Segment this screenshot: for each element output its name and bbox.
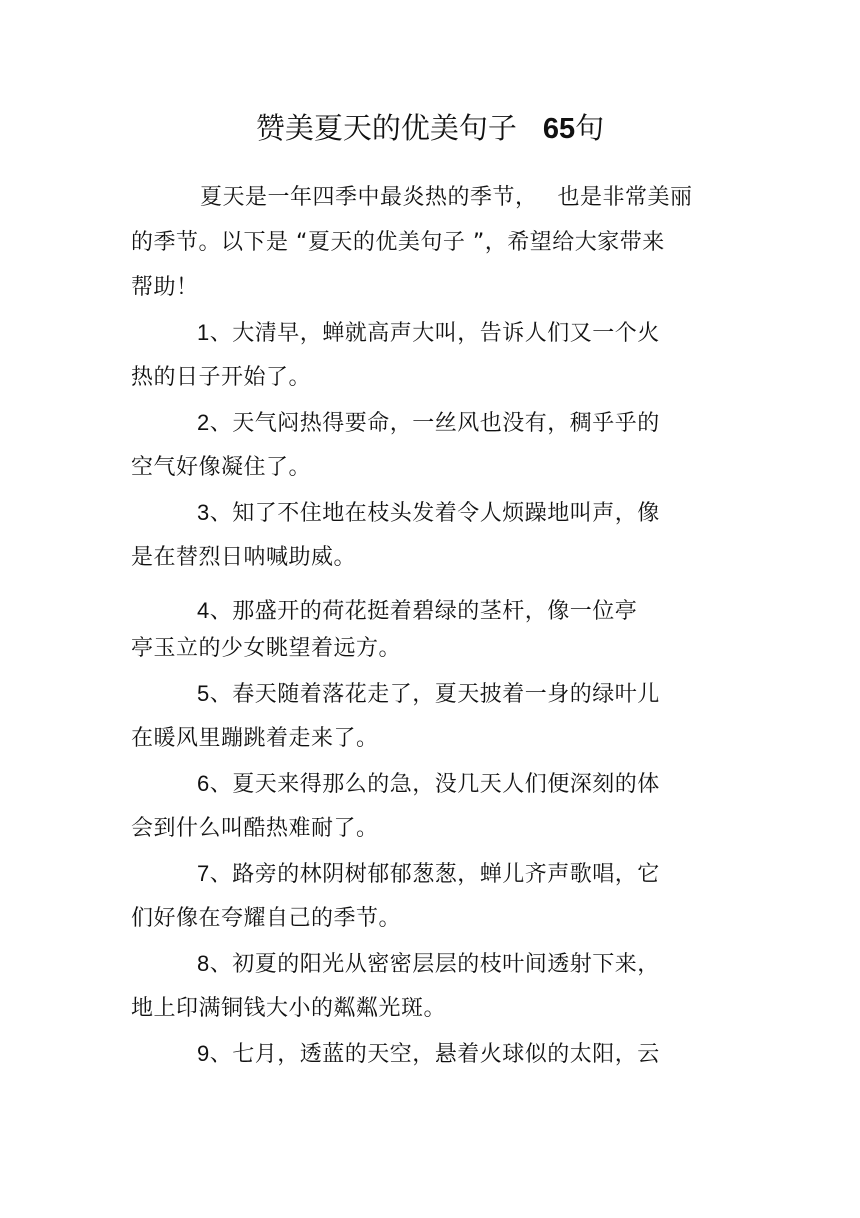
sentence-1-text: 、大清早，蝉就高声大叫，告诉人们又一个火 — [209, 321, 660, 346]
sentence-1-line-1 — [197, 318, 797, 349]
sentence-3-line-2: 是在替烈日呐喊助威。 — [131, 545, 357, 570]
sentence-8-line-1 — [197, 949, 797, 980]
sentence-7-line-1 — [197, 859, 797, 890]
intro-line-1 — [200, 183, 800, 213]
sentence-9-line-1 — [197, 1039, 797, 1070]
intro-line-2: 的季节。以下是 “夏天的优美句子 ”，希望给大家带来 — [131, 230, 665, 255]
sentence-1-number: 1 — [197, 320, 210, 345]
sentence-2-number: 2 — [197, 410, 210, 435]
sentence-3-line-1 — [197, 498, 797, 529]
sentence-4-line-1 — [197, 596, 797, 627]
sentence-7-number: 7 — [197, 861, 210, 886]
intro-line-1b: 也是非常美丽 — [557, 185, 693, 210]
title-text: 赞美夏天的优美句子 — [255, 111, 517, 145]
sentence-2-text: 、天气闷热得要命，一丝风也没有，稠乎乎的 — [209, 411, 660, 436]
sentence-6-line-1 — [197, 769, 797, 800]
sentence-4-text: 、那盛开的荷花挺着碧绿的茎杆，像一位亭 — [209, 599, 638, 624]
sentence-6-number: 6 — [197, 771, 210, 796]
sentence-9-text: 、七月，透蓝的天空，悬着火球似的太阳，云 — [209, 1042, 660, 1067]
sentence-7-text: 、路旁的林阴树郁郁葱葱，蝉儿齐声歌唱，它 — [209, 862, 660, 887]
page-title — [0, 104, 860, 153]
sentence-3-number: 3 — [197, 500, 210, 525]
sentence-4-number: 4 — [197, 598, 210, 623]
sentence-7-line-2: 们好像在夸耀自己的季节。 — [131, 906, 402, 931]
sentence-3-text: 、知了不住地在枝头发着令人烦躁地叫声，像 — [209, 501, 660, 526]
intro-line-3: 帮助！ — [131, 275, 199, 300]
sentence-2-line-1 — [197, 408, 797, 439]
sentence-9-number: 9 — [197, 1041, 210, 1066]
sentence-5-text: 、春天随着落花走了，夏天披着一身的绿叶儿 — [209, 682, 660, 707]
title-number: 65 — [542, 113, 576, 145]
sentence-6-line-2: 会到什么叫酷热难耐了。 — [131, 816, 379, 841]
sentence-8-number: 8 — [197, 951, 210, 976]
sentence-6-text: 、夏天来得那么的急，没几天人们便深刻的体 — [209, 772, 660, 797]
intro-line-1a: 夏天是一年四季中最炎热的季节， — [200, 185, 538, 210]
sentence-2-line-2: 空气好像凝住了。 — [131, 455, 312, 480]
sentence-5-number: 5 — [197, 681, 210, 706]
title-unit: 句 — [575, 111, 605, 145]
sentence-1-line-2: 热的日子开始了。 — [131, 365, 312, 390]
sentence-5-line-2: 在暖风里蹦跳着走来了。 — [131, 726, 379, 751]
sentence-4-line-2: 亭玉立的少女眺望着远方。 — [131, 636, 402, 661]
sentence-8-text: 、初夏的阳光从密密层层的枝叶间透射下来， — [209, 952, 660, 977]
sentence-5-line-1 — [197, 679, 797, 710]
sentence-8-line-2: 地上印满铜钱大小的粼粼光斑。 — [131, 996, 447, 1021]
